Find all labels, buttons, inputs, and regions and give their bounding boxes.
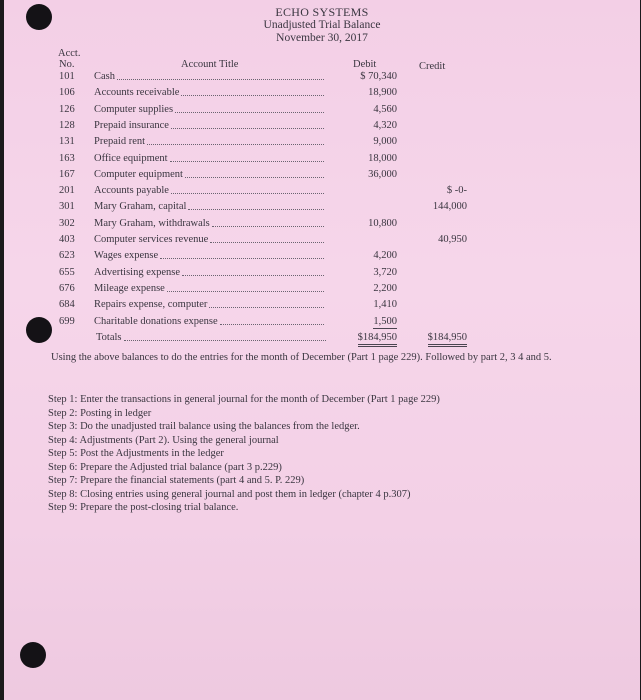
col-credit: Credit (419, 61, 446, 72)
leader-dots (185, 177, 324, 178)
account-title-cell (94, 86, 326, 99)
account-number: 623 (59, 250, 75, 262)
debit-amount: 18,900 (368, 87, 397, 99)
table-row (4, 103, 640, 119)
account-number: 201 (59, 185, 75, 197)
debit-amount: 2,200 (373, 282, 397, 294)
account-title-cell (94, 266, 326, 279)
account-title: Prepaid rent (94, 136, 146, 148)
account-title: Office equipment (94, 152, 168, 164)
account-number: 131 (59, 136, 75, 148)
account-title-cell (94, 249, 326, 262)
account-title: Mary Graham, capital (94, 201, 187, 213)
step-item: Step 7: Prepare the financial statements (part 4 and 5. P. 229) (48, 475, 305, 486)
account-number: 302 (59, 217, 75, 229)
col-acct-line2: No. (59, 59, 75, 70)
leader-dots (160, 258, 324, 259)
account-title-cell (94, 282, 326, 295)
table-row (4, 119, 640, 135)
account-title: Accounts payable (94, 185, 169, 197)
debit-amount: 1,500 (373, 315, 397, 327)
leader-dots (182, 275, 324, 276)
leader-dots (209, 307, 324, 308)
table-row (4, 217, 640, 233)
company-name: ECHO SYSTEMS (275, 5, 369, 19)
account-number: 106 (59, 87, 75, 99)
steps-list (48, 393, 440, 515)
totals-debit: $184,950 (358, 331, 397, 347)
step-item: Step 1: Enter the transactions in general journal for the month of December (Part 1 page 229) (48, 394, 440, 405)
account-title: Charitable donations expense (94, 315, 218, 327)
debit-amount: 4,560 (373, 103, 397, 115)
account-title-cell (94, 298, 326, 311)
account-title-cell (94, 103, 326, 116)
table-row (4, 168, 640, 184)
debit-amount: 4,200 (373, 250, 397, 262)
debit-amount: 1,410 (373, 299, 397, 311)
credit-amount: $ -0- (446, 185, 467, 197)
table-row (4, 152, 640, 168)
account-title-cell (94, 70, 326, 83)
col-acct-line1: Acct. (58, 48, 81, 59)
step-item: Step 4: Adjustments (Part 2). Using the general journal (48, 434, 279, 446)
table-row (4, 266, 640, 282)
table-row (4, 298, 640, 314)
account-title: Mileage expense (94, 282, 165, 294)
account-title-cell (94, 168, 326, 181)
step-item: Step 2: Posting in ledger (48, 407, 152, 419)
account-number: 684 (59, 299, 75, 311)
totals-credit: $184,950 (428, 331, 467, 347)
account-number: 403 (59, 234, 75, 245)
account-title-cell (94, 217, 326, 230)
report-title: Unadjusted Trial Balance (263, 19, 381, 31)
debit-amount: $ 70,340 (360, 71, 397, 82)
step-item: Step 3: Do the unadjusted trail balance using the balances from the ledger. (48, 421, 360, 432)
credit-amount: 144,000 (432, 201, 467, 213)
account-title-cell (94, 315, 326, 328)
account-title: Computer equipment (94, 168, 183, 180)
account-number: 101 (59, 71, 75, 82)
account-title-cell (94, 200, 326, 213)
leader-dots (117, 79, 324, 80)
debit-amount: 18,000 (368, 152, 397, 164)
leader-dots (188, 209, 324, 210)
leader-dots (147, 144, 324, 145)
table-row (4, 200, 640, 216)
totals-label-wrap (96, 331, 328, 344)
account-title-cell (94, 135, 326, 148)
account-number: 655 (59, 266, 75, 278)
debit-amount: 4,320 (373, 119, 397, 131)
leader-dots (124, 340, 326, 341)
leader-dots (210, 242, 324, 243)
instructions-note: Using the above balances to do the entries for the month of December (Part 1 page 229). Followed by part 2, 3 4 and 5. (51, 352, 552, 363)
table-row (4, 86, 640, 102)
account-title-cell (94, 152, 326, 165)
account-number: 301 (59, 201, 75, 213)
leader-dots (181, 95, 324, 96)
binder-hole (20, 642, 46, 668)
table-row (4, 249, 640, 265)
table-row (4, 135, 640, 151)
account-title-cell (94, 119, 326, 132)
account-number: 167 (59, 168, 75, 180)
step-item: Step 5: Post the Adjustments in the ledger (48, 448, 224, 459)
table-row (4, 282, 640, 298)
table-row (4, 233, 640, 249)
account-number: 699 (59, 315, 75, 327)
table-row (4, 184, 640, 200)
account-number: 676 (59, 282, 75, 294)
leader-dots (212, 226, 324, 227)
step-item: Step 8: Closing entries using general journal and post them in ledger (chapter 4 p.307) (48, 488, 411, 500)
step-item: Step 6: Prepare the Adjusted trial balance (part 3 p.229) (48, 461, 282, 473)
account-title: Mary Graham, withdrawals (94, 217, 210, 229)
credit-amount: 40,950 (438, 234, 467, 245)
paper-sheet (4, 0, 640, 700)
debit-amount: 10,800 (368, 217, 397, 229)
leader-dots (170, 161, 324, 162)
account-title-cell (94, 233, 326, 246)
leader-dots (171, 193, 324, 194)
debit-amount: 3,720 (373, 266, 397, 278)
table-row (4, 70, 640, 86)
leader-dots (167, 291, 324, 292)
account-number: 163 (59, 152, 75, 164)
totals-label: Totals (96, 332, 122, 343)
account-title: Prepaid insurance (94, 119, 169, 131)
totals-row (4, 331, 640, 347)
account-title: Accounts receivable (94, 87, 180, 99)
col-account-title: Account Title (181, 59, 239, 70)
account-title: Advertising expense (94, 266, 181, 278)
leader-dots (220, 324, 324, 325)
account-title-cell (94, 184, 326, 197)
debit-amount: 9,000 (373, 136, 397, 148)
table-row (4, 315, 640, 331)
account-title: Cash (94, 71, 115, 82)
leader-dots (171, 128, 324, 129)
account-title: Repairs expense, computer (94, 299, 208, 311)
col-debit: Debit (353, 59, 377, 70)
account-number: 128 (59, 119, 75, 131)
step-item: Step 9: Prepare the post-closing trial balance. (48, 502, 239, 513)
account-number: 126 (59, 103, 75, 115)
account-title: Computer supplies (94, 103, 174, 115)
leader-dots (175, 112, 324, 113)
account-title: Computer services revenue (94, 234, 209, 245)
report-date: November 30, 2017 (276, 32, 368, 44)
debit-amount: 36,000 (368, 168, 397, 180)
account-title: Wages expense (94, 250, 159, 262)
